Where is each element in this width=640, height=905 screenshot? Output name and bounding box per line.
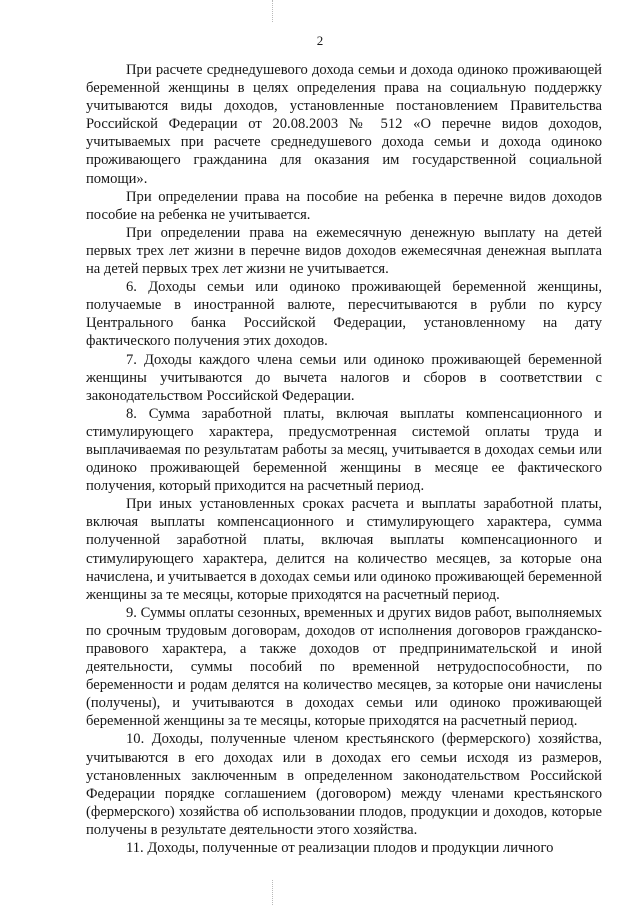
paragraph-item-8: 8. Сумма заработной платы, включая выплаты компенсационного и стимулирующего характера, предусмотренная системой оплаты труда и выплачиваемая по результатам работы за месяц, учитывается в доходах семьи или одиноко проживающей беременной женщины в месяце ее фактического получения, который приходится на расчетный период.	[86, 405, 602, 495]
body-text	[86, 61, 602, 857]
paragraph-income-types: При расчете среднедушевого дохода семьи и дохода одиноко проживающей беременной женщины в целях определения права на социальную поддержку учитываются виды доходов, установленные постановлением Правительства Российской Федерации от 20.08.2003 № 512 «О перечне видов доходов, учитываемых при расчете среднедушевого дохода семьи и дохода одиноко проживающего гражданина для оказания им государственной социальной помощи».	[86, 62, 602, 187]
paragraph-item-7: 7. Доходы каждого члена семьи или одиноко проживающей беременной женщины учитываются до вычета налогов и сборов в соответствии с законодательством Российской Федерации.	[86, 351, 602, 404]
paragraph-child-benefit: При определении права на пособие на ребенка в перечне видов доходов пособие на ребенка не учитывается.	[86, 188, 602, 223]
paragraph-item-8-continued: При иных установленных сроках расчета и выплаты заработной платы, включая выплаты компенсационного и стимулирующего характера, сумма полученной заработной платы, включая выплаты компенсационного и стимулирующего характера, делится на количество месяцев, за которые она начислена, и учитывается в доходах семьи или одиноко проживающей беременной женщины за те месяцы, которые приходятся на расчетный период.	[86, 496, 602, 603]
page-number: 2	[316, 33, 324, 48]
paragraph-item-9: 9. Суммы оплаты сезонных, временных и других видов работ, выполняемых по срочным трудовым договорам, доходов от исполнения договоров гражданско-правового характера, а также доходов от предпринимательской и иной деятельности, суммы пособий по временной нетрудоспособности, по беременности и родам делятся на количество месяцев, за которые они начислены (получены), и учитываются в доходах семьи или одиноко проживающей беременной женщины за те месяцы, которые приходятся на расчетный период.	[86, 604, 602, 730]
paragraph-item-6: 6. Доходы семьи или одиноко проживающей беременной женщины, получаемые в иностранной валюте, пересчитываются в рубли по курсу Центрального банка Российской Федерации, установленному на дату фактического получения этих доходов.	[86, 279, 602, 350]
fold-mark-bottom	[272, 880, 273, 905]
paragraph-item-10: 10. Доходы, полученные членом крестьянского (фермерского) хозяйства, учитываются в его доходах или в доходах его семьи исходя из размеров, установленных заключенным в определенном законодательством Российской Федерации порядке соглашением (договором) между членами крестьянского (фермерского) хозяйства об использовании плодов, продукции и доходов, которые получены в результате деятельности этого хозяйства.	[86, 731, 602, 838]
fold-mark-top	[272, 0, 273, 22]
paragraph-item-11: 11. Доходы, полученные от реализации плодов и продукции личного	[126, 840, 554, 857]
paragraph-monthly-payment: При определении права на ежемесячную денежную выплату на детей первых трех лет жизни в перечне видов доходов ежемесячная денежная выплата на детей первых трех лет жизни не учитывается.	[86, 224, 602, 278]
